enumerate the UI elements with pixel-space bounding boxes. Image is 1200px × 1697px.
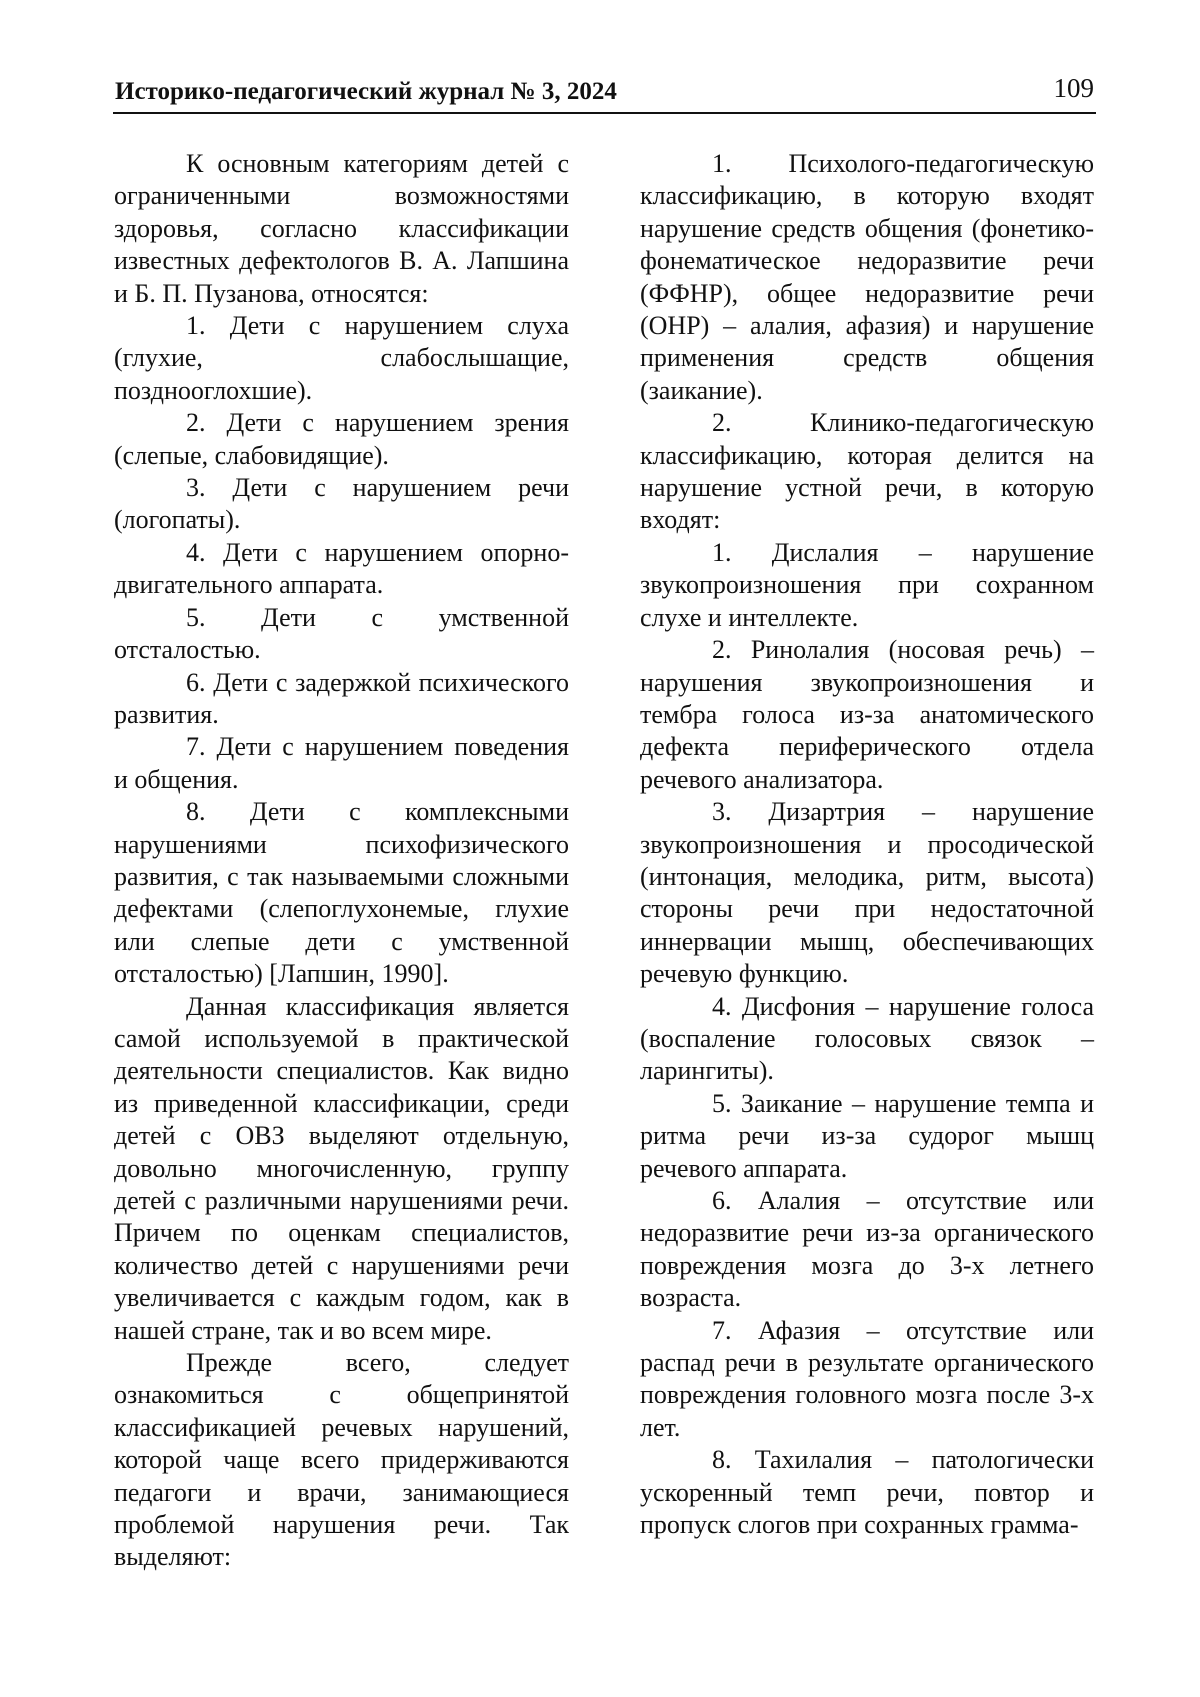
- list-item: 7. Дети с нарушением поведения и общения.: [114, 732, 569, 794]
- page-number: 109: [1053, 73, 1094, 103]
- list-item: 5. Заикание – нарушение темпа и ритма речи из-за судорог мышц речевого аппарата.: [640, 1088, 1094, 1183]
- list-item: 1. Дети с нарушением слуха (глухие, слабослышащие, позднооглохшие).: [114, 311, 569, 405]
- list-item: 5. Дети с умственной отсталостью.: [114, 602, 569, 665]
- list-item: 2. Клинико-педагогическую классификацию, которая делится на нарушение устной речи, в которую входят:: [640, 408, 1094, 535]
- list-item: 6. Дети с задержкой психического развития.: [114, 667, 569, 729]
- list-item: 7. Афазия – отсутствие или распад речи в результате органического повреждения головного мозга после 3-х лет.: [640, 1315, 1094, 1442]
- list-item: 3. Дети с нарушением речи (логопаты).: [114, 473, 569, 535]
- journal-title: Историко-педагогический журнал № 3, 2024: [115, 78, 617, 105]
- list-item: 1. Дислалия – нарушение звукопроизношения при сохранном слухе и интеллекте.: [640, 537, 1094, 632]
- list-item: 3. Дизартрия – нарушение звукопроизношения и просодической (интонация, мелодика, ритм, высота) стороны речи при недостаточной иннервации мышц, обеспечивающих речевую функцию.: [640, 797, 1094, 989]
- right-text-column: [640, 148, 1094, 1541]
- list-item: 4. Дисфония – нарушение голоса (воспаление голосовых связок – ларингиты).: [640, 991, 1094, 1086]
- running-header: [113, 72, 1096, 114]
- paragraph: Прежде всего, следует ознакомиться с общепринятой классификацией речевых нарушений, которой чаще всего придерживаются педагоги и врачи, занимающиеся проблемой нарушения речи. Так выделяют:: [114, 1348, 569, 1572]
- list-item: 8. Тахилалия – патологически ускоренный темп речи, повтор и пропуск слогов при сохранных грамма-: [640, 1445, 1094, 1540]
- list-item: 4. Дети с нарушением опорно-двигательного аппарата.: [114, 537, 569, 600]
- paragraph: К основным категориям детей с ограниченными возможностями здоровья, согласно классификации известных дефектологов В. А. Лапшина и Б. П. Пузанова, относятся:: [114, 149, 569, 308]
- left-text-column: [114, 148, 569, 1574]
- list-item: 8. Дети с комплексными нарушениями психофизического развития, с так называемыми сложными дефектами (слепоглухонемые, глухие или слепые дети с умственной отсталостью) [Лапшин, 1990].: [114, 797, 569, 989]
- list-item: 2. Дети с нарушением зрения (слепые, слабовидящие).: [114, 408, 569, 470]
- paragraph: Данная классификация является самой используемой в практической деятельности специалистов. Как видно из приведенной классификации, среди детей с ОВЗ выделяют отдельную, довольно многочисленную, группу детей с различными нарушениями речи. Причем по оценкам специалистов, количество детей с нарушениями речи увеличивается с каждым годом, как в нашей стране, так и во всем мире.: [114, 991, 569, 1345]
- list-item: 1. Психолого-педагогическую классификацию, в которую входят нарушение средств общения (фонетико-фонематическое недоразвитие речи (ФФНР), общее недоразвитие речи (ОНР) – алалия, афазия) и нарушение применения средств общения (заикание).: [640, 149, 1094, 405]
- list-item: 2. Ринолалия (носовая речь) – нарушения звукопроизношения и тембра голоса из-за анатомического дефекта периферического отдела речевого анализатора.: [640, 635, 1094, 794]
- list-item: 6. Алалия – отсутствие или недоразвитие речи из-за органического повреждения мозга до 3-х летнего возраста.: [640, 1186, 1094, 1313]
